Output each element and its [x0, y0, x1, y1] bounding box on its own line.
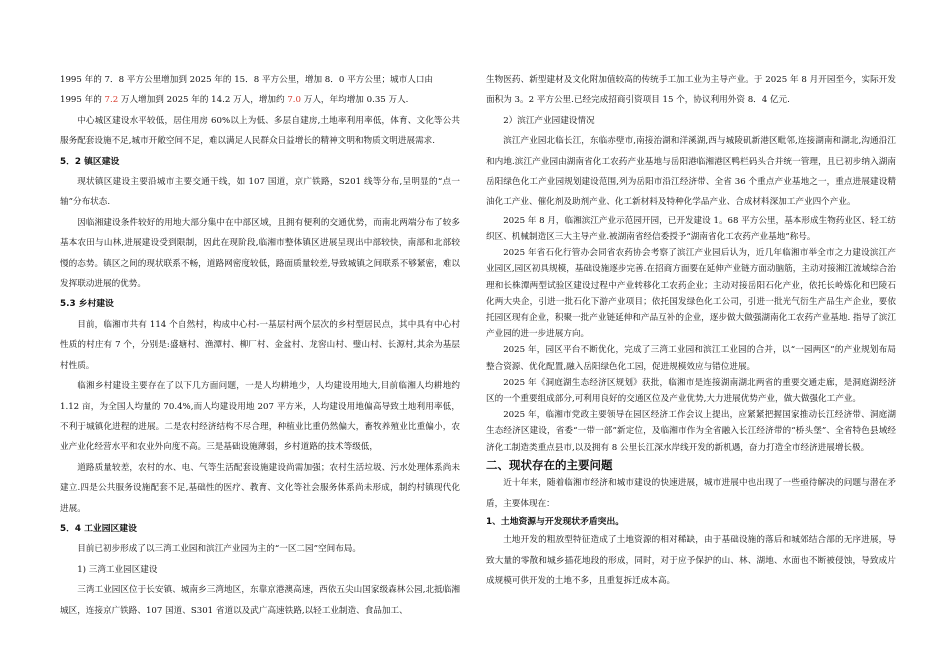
- paragraph: 中心城区建设水平较低，居住用房 60%以上为低、多层自建房,土地率利用率低，体育、文化等公共服务配套设施不足,城市开敞空间不足，难以满足人民群众日益增长的精神文明和物质文明进展需求.: [60, 115, 460, 147]
- paragraph: 生物医药、新型建材及文化附加值较高的传统手工加工业为主导产业。于 2025 年 8 月开园至今，实际开发面积为 3。2 平方公里.已经完成招商引资项目 15 个，协议利用外资 8．4 亿元.: [486, 75, 896, 106]
- text: 万人增加到 2025 年的 14.2 万人，增加约: [118, 95, 288, 106]
- left-column: [60, 70, 460, 621]
- highlight-number: 7.2: [104, 95, 119, 106]
- paragraph: 道路质量较差，农村的水、电、气等生活配套设施建设尚需加强；农村生活垃圾、污水处理体系尚未建立.四是公共服务设施配套不足,基础性的医疗、教育、文化等社会服务体系尚未形成，制约村镇现代化进展。: [60, 462, 460, 514]
- chapter-heading: 二、现状存在的主要问题: [486, 457, 613, 472]
- paragraph: 土地开发的粗放型特征造成了土地资源的相对稀缺，由于基础设施的落后和城郊结合部的无序进展，导致大量的零散和城乡插花地段的形成，同时，对于应予保护的山、林、湖地、水面也不断被侵蚀，导致成片成规模可供开发的土地不多，且重复拆迁成本高。: [486, 535, 896, 586]
- highlight-number: 7.0: [287, 95, 301, 106]
- paragraph: 因临湘建设条件较好的用地大部分集中在中部区域，且拥有便利的交通优势，而南北两端分布了较多基本农田与山林,进展建设受到限制，因此在现阶段,临湘市整体镇区进展呈现出中部较快，南部和北部较慢的态势。镇区之间的现状联系不畅，道路网密度较低，路面质量较差,导致城镇之间联系不够紧密，难以发挥联动进展的优势。: [60, 217, 460, 290]
- paragraph: 2025 年，园区平台不断优化，完成了三湾工业园和滨江工业园的合并，以“一园两区”的产业规划布局整合资源、优化配置,融入岳阳绿色化工园，促进规模效应与错位进展。: [486, 345, 896, 372]
- text: 万人，年均增加 0.35 万人.: [301, 95, 409, 106]
- paragraph: 临湘乡村建设主要存在了以下几方面问题，一是人均耕地少，人均建设用地大,目前临湘人均耕地约 1.12 亩，为全国人均量的 70.4%,而人均建设用地 207 平方米，人均建设用地偏高导致土地利用率低，不利于城镇化进程的进展。二是农村经济结构不尽合理，种植业比重仍然偏大，畜牧养殖业比重偏小，农业产业化经营水平和农业外向度不高。三是基础设施薄弱，乡村道路的技术等级低，: [60, 381, 460, 453]
- section-heading: 5．2 镇区建设: [60, 156, 120, 167]
- paragraph: [60, 70, 460, 90]
- paragraph: 现状镇区建设主要沿城市主要交通干线，如 107 国道，京广铁路，S201 线等分布,呈明显的“点一轴”分布状态.: [60, 177, 460, 208]
- paragraph: 目前已初步形成了以三湾工业园和滨江产业园为主的“一区二园”空间布局。: [77, 544, 361, 555]
- section-heading: 5．4 工业园区建设: [60, 523, 137, 534]
- subheading: 2）滨江产业园建设情况: [503, 115, 595, 126]
- text: 1995 年的: [60, 95, 105, 106]
- paragraph: 2025 年 8 月，临湘滨江产业示范园开园，已开发建设 1。68 平方公里，基本形成生物药业区、轻工纺织区、机械制造区三大主导产业.被湖南省经信委授予“湖南省化工农药产业基地”称号。: [486, 215, 896, 243]
- paragraph: 2025 年《洞庭湖生态经济区规划》获批，临湘市是连接湖南湖北两省的重要交通走廊，是洞庭湖经济区的一个重要组成部分,可利用良好的交通区位及产业优势,大力进展优势产业，做大做强化工产业。: [486, 377, 896, 405]
- paragraph: 2025 年，临湘市党政主要领导在园区经济工作会议上提出，应紧紧把握国家推动长江经济带、洞庭湖生态经济区建设，省委“一带一部”新定位，及临湘市作为全省融入长江经济带的“桥头堡”、全省特色县域经济化工制造类重点县市,以及拥有 8 公里长江深水岸线开发的新机遇，奋力打造全市经济进展增长极。: [486, 410, 896, 453]
- paragraph: [60, 90, 460, 110]
- paragraph: 滨江产业园北临长江，东临赤壁市,南接治湖和洋溪湖,西与城陵矶新港区毗邻,连接湖南和湖北,沟通沿江和内地.滨江产业园由湖南省化工农药产业基地与岳阳港临湘港区鸭栏码头合并统一管理，且已初步纳入湖南岳阳绿色化工产业园规划建设范围,列为岳阳市沿江经济带、全省 36 个重点产业基地之一，重点进展建设精油化工产业、催化剂及助剂产业、化工新材料及特种化学品产业、合成材料深加工产业四个产业。: [486, 136, 896, 208]
- paragraph: 目前，临湘市共有 114 个自然村，构成中心村-一基层村两个层次的乡村型居民点，其中具有中心村性质的村庄有 7 个，分别是:盛塘村、渔潭村、柳厂村、金盆村、龙窖山村、璧山村、长源村,其余为基层村性质。: [60, 319, 460, 371]
- subheading: 1) 三湾工业园区建设: [77, 564, 158, 575]
- paragraph: 三湾工业园区位于长安镇、城南乡三湾地区，东靠京港澳高速，西依五尖山国家级森林公园,北抵临湘城区，连接京广铁路、107 国道、S301 省道以及武广高速铁路,以轻工业制造、食品加工、: [60, 585, 460, 616]
- paragraph: 近十年来，随着临湘市经济和城市建设的快速进展，城市进展中也出现了一些亟待解决的问题与潜在矛盾，主要体现在：: [486, 478, 896, 509]
- text: 1995 年的 7．8 平方公里增加到 2025 年的 15．8 平方公里，增加 8．0 平方公里；城市人口由: [60, 75, 434, 85]
- section-heading: 1、土地资源与开发现状矛盾突出。: [486, 516, 625, 527]
- section-heading: 5.3 乡村建设: [60, 299, 114, 310]
- right-column: [486, 70, 896, 591]
- paragraph: 2025 年省石化行管办会同省农药协会考察了滨江产业园后认为，近几年临湘市举全市之力建设滨江产业园区,园区初具规模，基础设施逐步完善.在招商方面要在延伸产业链方面动脑筋，主动对接湘江流域综合治理和长株潭两型试验区建设过程中产业转移化工农药企业；主动对接岳阳石化产业，依托长岭炼化和巴陵石化两大央企，引进一批石化下游产业项目；依托国发绿色化工公司，引进一批光气衍生产品生产企业，要依托园区现有企业，积聚一批产业链延伸和产品互补的企业，逐步做大做强湖南化工农药产业基地. 指导了滨江产业园的进一步进展方向。: [486, 248, 896, 340]
